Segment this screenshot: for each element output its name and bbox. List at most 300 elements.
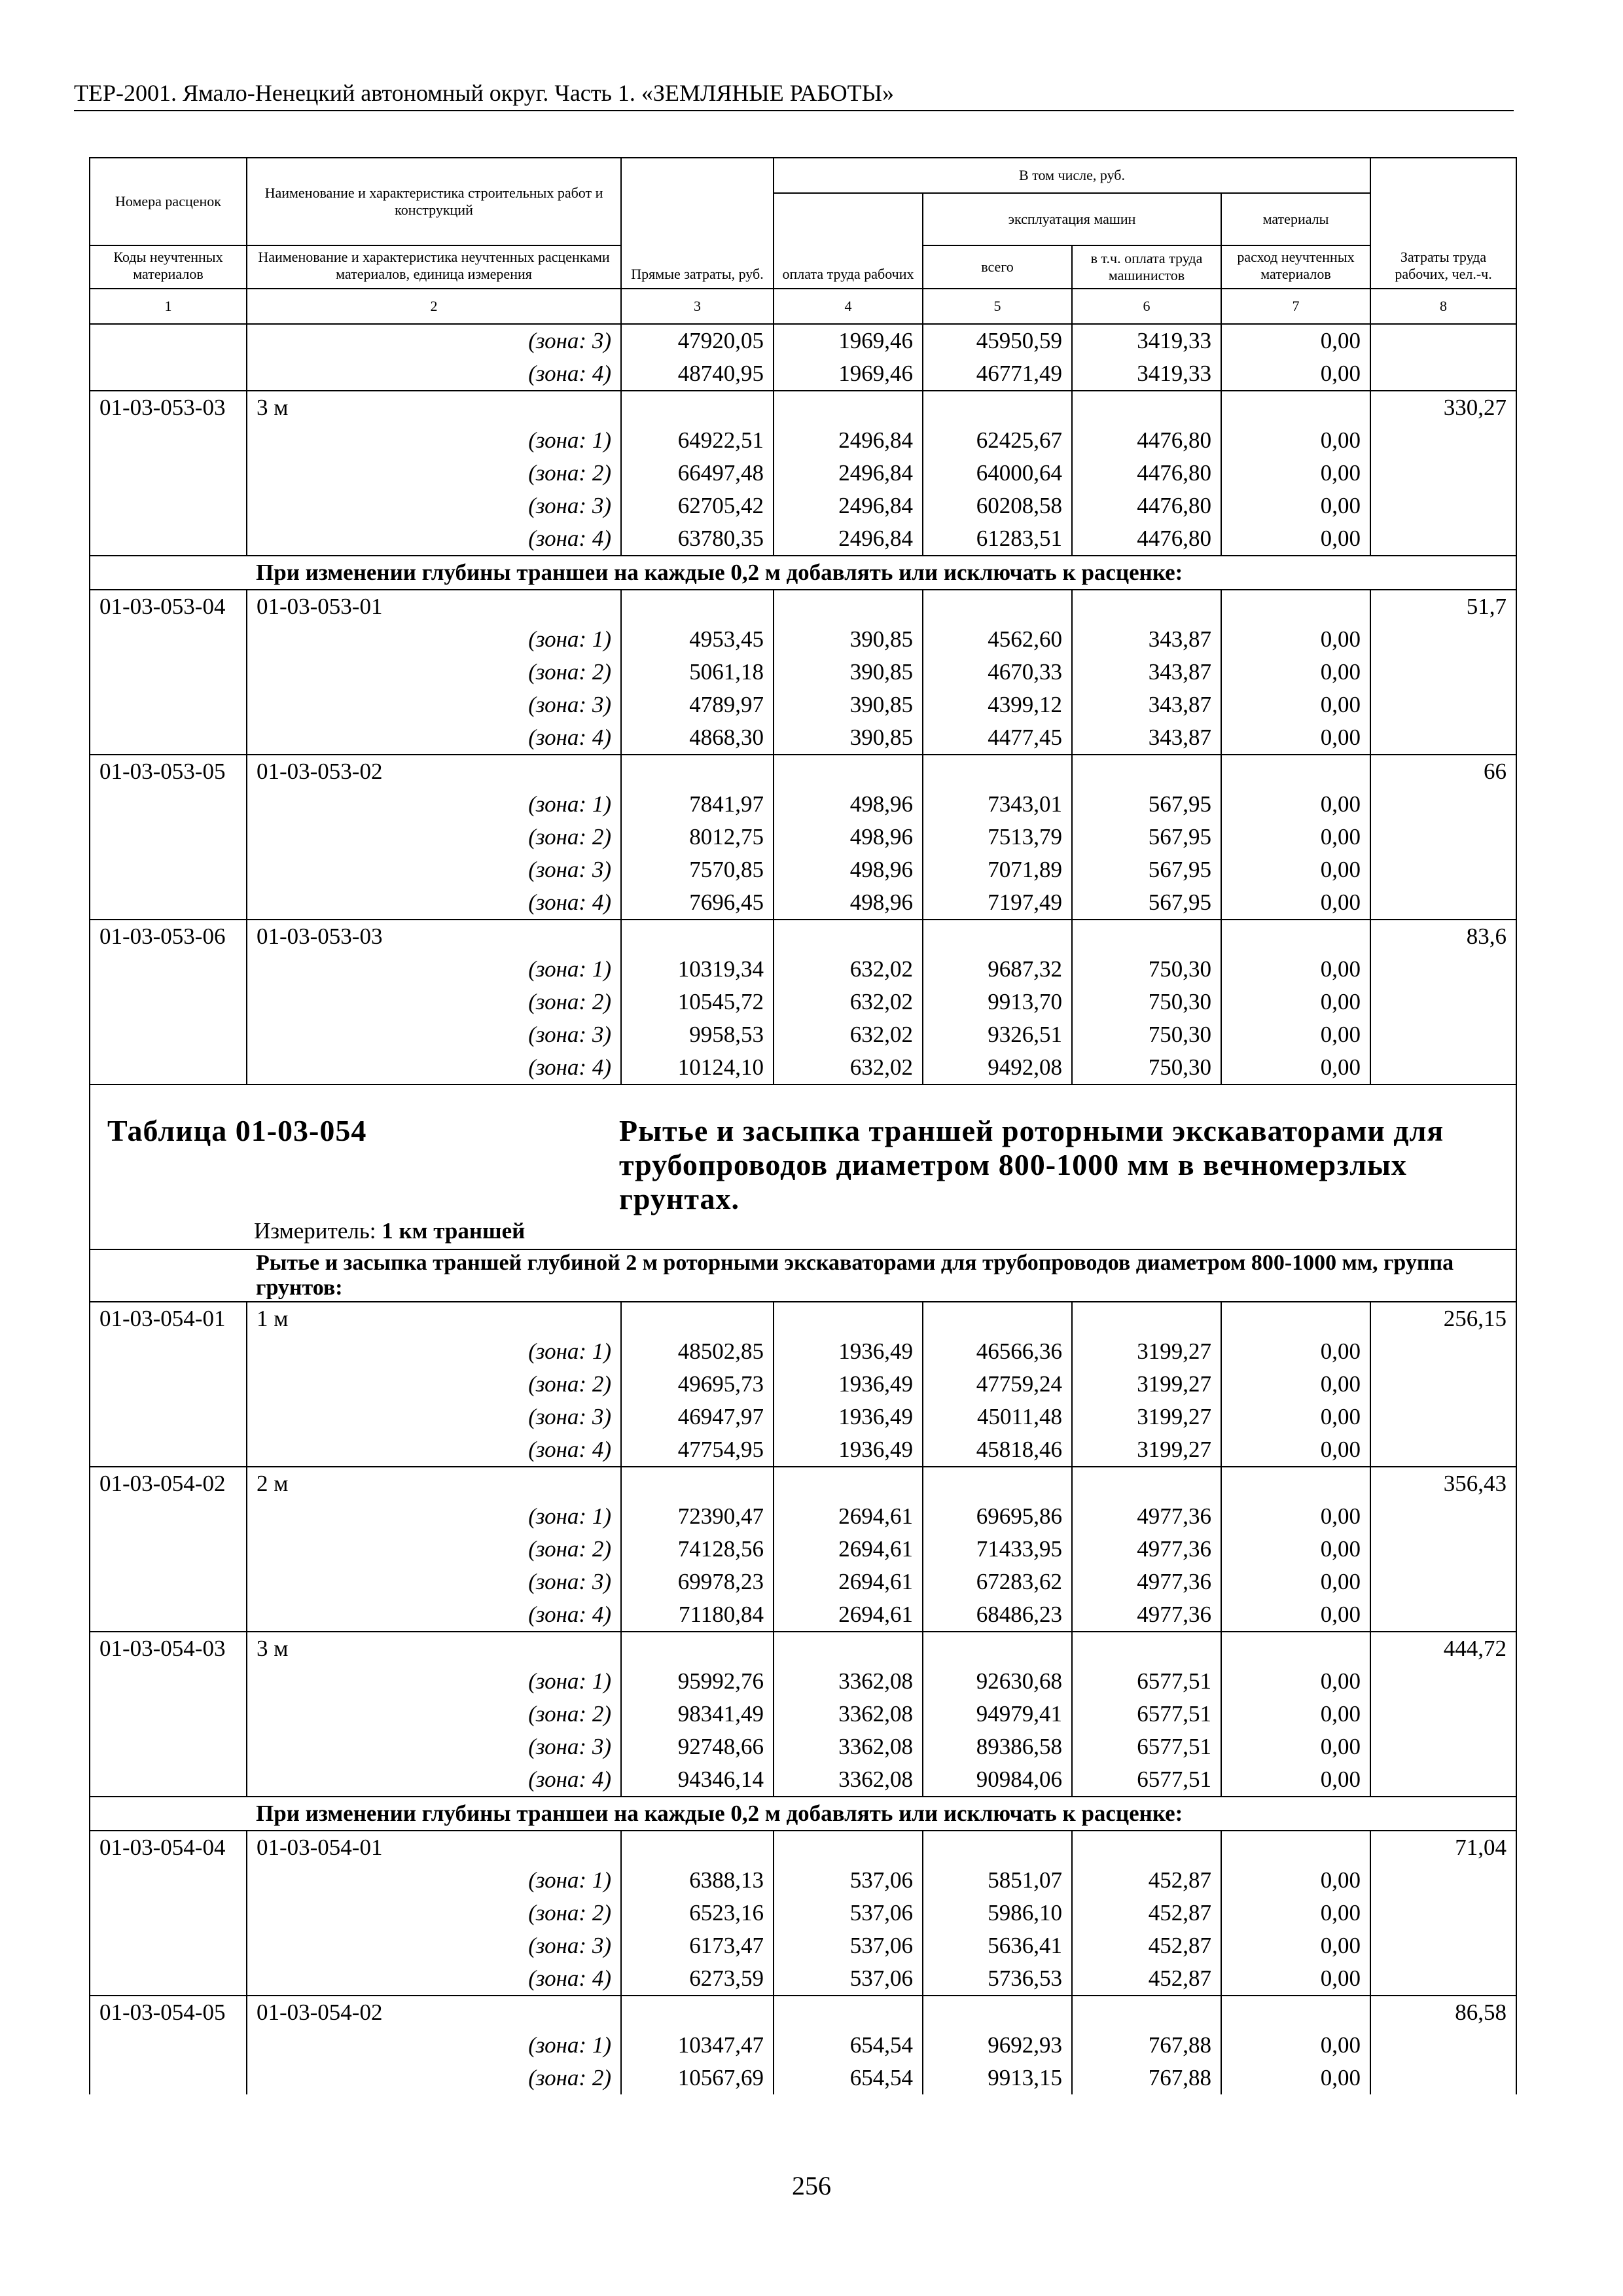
zone-label: (зона: 1) xyxy=(247,1500,621,1533)
empty-cell xyxy=(90,1433,247,1467)
zone-row xyxy=(90,689,1516,721)
empty-cell xyxy=(90,1335,247,1368)
machines-total: 46566,36 xyxy=(923,1335,1072,1368)
empty-cell xyxy=(621,1632,774,1665)
empty-cell xyxy=(621,920,774,953)
material-cost: 0,00 xyxy=(1221,1335,1370,1368)
material-cost: 0,00 xyxy=(1221,1665,1370,1698)
labor-hours: 83,6 xyxy=(1370,920,1516,953)
zone-row xyxy=(90,853,1516,886)
machinist-pay: 4977,36 xyxy=(1072,1500,1221,1533)
direct-costs: 64922,51 xyxy=(621,424,774,457)
worker-pay: 390,85 xyxy=(774,689,923,721)
empty-cell xyxy=(1072,755,1221,788)
zone-row xyxy=(90,1433,1516,1467)
empty-cell xyxy=(621,590,774,623)
rate-name: 3 м xyxy=(247,391,621,424)
zone-row xyxy=(90,1731,1516,1763)
empty-cell xyxy=(621,1302,774,1335)
zone-label: (зона: 1) xyxy=(247,2029,621,2062)
machinist-pay: 343,87 xyxy=(1072,689,1221,721)
worker-pay: 3362,08 xyxy=(774,1763,923,1797)
col-number: 5 xyxy=(923,289,1072,324)
material-cost: 0,00 xyxy=(1221,721,1370,755)
direct-costs: 94346,14 xyxy=(621,1763,774,1797)
empty-cell xyxy=(90,324,247,357)
machines-total: 5851,07 xyxy=(923,1864,1072,1897)
machines-total: 61283,51 xyxy=(923,522,1072,556)
zone-row xyxy=(90,324,1516,357)
empty-cell xyxy=(90,1897,247,1929)
machinist-pay: 4476,80 xyxy=(1072,490,1221,522)
empty-cell xyxy=(774,920,923,953)
rate-name: 3 м xyxy=(247,1632,621,1665)
empty-cell xyxy=(90,1051,247,1085)
zone-label: (зона: 3) xyxy=(247,1929,621,1962)
worker-pay: 1969,46 xyxy=(774,324,923,357)
machines-total: 4399,12 xyxy=(923,689,1072,721)
machinist-pay: 4476,80 xyxy=(1072,522,1221,556)
material-cost: 0,00 xyxy=(1221,853,1370,886)
zone-row xyxy=(90,1566,1516,1598)
empty-cell xyxy=(90,2062,247,2094)
measure-line xyxy=(254,1216,525,1246)
machines-total: 9326,51 xyxy=(923,1018,1072,1051)
machines-total: 90984,06 xyxy=(923,1763,1072,1797)
adjustment-note: При изменении глубины траншеи на каждые 0,2 м добавлять или исключать к расценке: xyxy=(247,1797,1516,1831)
rate-code: 01-03-053-03 xyxy=(90,391,247,424)
empty-cell xyxy=(1072,590,1221,623)
direct-costs: 10545,72 xyxy=(621,986,774,1018)
empty-cell xyxy=(1370,357,1516,391)
machinist-pay: 750,30 xyxy=(1072,953,1221,986)
rate-code: 01-03-054-02 xyxy=(90,1467,247,1500)
zone-row xyxy=(90,1929,1516,1962)
direct-costs: 98341,49 xyxy=(621,1698,774,1731)
direct-costs: 8012,75 xyxy=(621,821,774,853)
empty-cell xyxy=(1370,1763,1516,1797)
zone-row xyxy=(90,1864,1516,1897)
col-work-name-header: Наименование и характеристика строительных работ и конструкций xyxy=(247,158,621,245)
rates-table xyxy=(89,157,1517,2094)
machinist-pay: 452,87 xyxy=(1072,1897,1221,1929)
rate-name: 2 м xyxy=(247,1467,621,1500)
empty-cell xyxy=(1370,821,1516,853)
empty-cell xyxy=(1221,1996,1370,2029)
direct-costs: 10567,69 xyxy=(621,2062,774,2094)
zone-label: (зона: 2) xyxy=(247,656,621,689)
empty-cell xyxy=(1370,886,1516,920)
machines-total: 45818,46 xyxy=(923,1433,1072,1467)
direct-costs: 6173,47 xyxy=(621,1929,774,1962)
direct-costs: 4953,45 xyxy=(621,623,774,656)
machines-total: 9913,70 xyxy=(923,986,1072,1018)
machinist-pay: 4977,36 xyxy=(1072,1533,1221,1566)
direct-costs: 9958,53 xyxy=(621,1018,774,1051)
direct-costs: 6388,13 xyxy=(621,1864,774,1897)
material-cost: 0,00 xyxy=(1221,1500,1370,1533)
machinist-pay: 767,88 xyxy=(1072,2029,1221,2062)
empty-cell xyxy=(1072,920,1221,953)
direct-costs: 5061,18 xyxy=(621,656,774,689)
worker-pay: 632,02 xyxy=(774,986,923,1018)
zone-label: (зона: 4) xyxy=(247,1598,621,1632)
table-caption-row xyxy=(90,1085,1516,1249)
empty-cell xyxy=(923,755,1072,788)
empty-cell xyxy=(90,721,247,755)
worker-pay: 498,96 xyxy=(774,886,923,920)
machines-total: 4477,45 xyxy=(923,721,1072,755)
rate-code: 01-03-054-01 xyxy=(90,1302,247,1335)
machinist-pay: 3199,27 xyxy=(1072,1368,1221,1401)
direct-costs: 71180,84 xyxy=(621,1598,774,1632)
machines-total: 5736,53 xyxy=(923,1962,1072,1996)
zone-row xyxy=(90,2029,1516,2062)
empty-cell xyxy=(1370,1962,1516,1996)
material-cost: 0,00 xyxy=(1221,689,1370,721)
empty-cell xyxy=(621,1831,774,1864)
material-cost: 0,00 xyxy=(1221,788,1370,821)
zone-row xyxy=(90,788,1516,821)
empty-cell xyxy=(90,986,247,1018)
empty-cell xyxy=(90,656,247,689)
machines-total: 9687,32 xyxy=(923,953,1072,986)
machinist-pay: 6577,51 xyxy=(1072,1731,1221,1763)
material-cost: 0,00 xyxy=(1221,821,1370,853)
zone-label: (зона: 1) xyxy=(247,1665,621,1698)
labor-hours: 66 xyxy=(1370,755,1516,788)
empty-cell xyxy=(774,1467,923,1500)
empty-cell xyxy=(90,1598,247,1632)
material-cost: 0,00 xyxy=(1221,457,1370,490)
zone-label: (зона: 3) xyxy=(247,1731,621,1763)
zone-row xyxy=(90,1698,1516,1731)
empty-cell xyxy=(90,522,247,556)
rate-name: 01-03-053-03 xyxy=(247,920,621,953)
zone-label: (зона: 3) xyxy=(247,1401,621,1433)
rate-title-row xyxy=(90,1302,1516,1335)
table-caption xyxy=(90,1085,1516,1249)
empty-cell xyxy=(1370,457,1516,490)
worker-pay: 498,96 xyxy=(774,853,923,886)
machines-total: 62425,67 xyxy=(923,424,1072,457)
worker-pay: 1936,49 xyxy=(774,1368,923,1401)
material-cost: 0,00 xyxy=(1221,1763,1370,1797)
direct-costs: 7696,45 xyxy=(621,886,774,920)
material-cost: 0,00 xyxy=(1221,1566,1370,1598)
machinist-pay: 343,87 xyxy=(1072,721,1221,755)
worker-pay: 2496,84 xyxy=(774,522,923,556)
empty-cell xyxy=(621,1996,774,2029)
empty-cell xyxy=(923,1831,1072,1864)
direct-costs: 48502,85 xyxy=(621,1335,774,1368)
empty-cell xyxy=(923,391,1072,424)
zone-label: (зона: 2) xyxy=(247,1533,621,1566)
col-labor-hours-header: Затраты труда рабочих, чел.-ч. xyxy=(1370,158,1516,289)
table-label: Таблица 01-03-054 xyxy=(107,1114,367,1147)
machines-total: 4562,60 xyxy=(923,623,1072,656)
worker-pay: 537,06 xyxy=(774,1929,923,1962)
zone-label: (зона: 1) xyxy=(247,1864,621,1897)
rate-title-row xyxy=(90,920,1516,953)
worker-pay: 1936,49 xyxy=(774,1401,923,1433)
table-header xyxy=(90,158,1516,324)
machines-header: эксплуатация машин xyxy=(923,193,1221,245)
empty-cell xyxy=(90,424,247,457)
direct-costs: 4868,30 xyxy=(621,721,774,755)
empty-cell xyxy=(1370,1864,1516,1897)
empty-cell xyxy=(774,1996,923,2029)
empty-cell xyxy=(90,853,247,886)
machinist-pay: 3199,27 xyxy=(1072,1433,1221,1467)
empty-cell xyxy=(1370,1665,1516,1698)
zone-row xyxy=(90,2062,1516,2094)
rates-table-container xyxy=(89,157,1516,2094)
machinist-pay: 6577,51 xyxy=(1072,1763,1221,1797)
empty-cell xyxy=(1370,623,1516,656)
direct-costs: 69978,23 xyxy=(621,1566,774,1598)
zone-label: (зона: 2) xyxy=(247,1698,621,1731)
direct-costs: 74128,56 xyxy=(621,1533,774,1566)
zone-label: (зона: 4) xyxy=(247,522,621,556)
zone-label: (зона: 3) xyxy=(247,490,621,522)
zone-row xyxy=(90,1018,1516,1051)
machinist-pay: 750,30 xyxy=(1072,1051,1221,1085)
zone-row xyxy=(90,1335,1516,1368)
zone-row xyxy=(90,1962,1516,1996)
empty-cell xyxy=(90,953,247,986)
material-cost: 0,00 xyxy=(1221,424,1370,457)
machinist-pay: 567,95 xyxy=(1072,886,1221,920)
zone-row xyxy=(90,457,1516,490)
empty-cell xyxy=(1370,1335,1516,1368)
zone-label: (зона: 4) xyxy=(247,1051,621,1085)
direct-costs: 7570,85 xyxy=(621,853,774,886)
page-header: ТЕР-2001. Ямало-Ненецкий автономный округ. Часть 1. «ЗЕМЛЯНЫЕ РАБОТЫ» xyxy=(74,77,1514,111)
empty-cell xyxy=(1370,1929,1516,1962)
col-material-names-header: Наименование и характеристика неучтенных расценками материалов, единица измерения xyxy=(247,245,621,289)
col-number: 3 xyxy=(621,289,774,324)
col-number: 2 xyxy=(247,289,621,324)
empty-cell xyxy=(774,391,923,424)
direct-costs: 47920,05 xyxy=(621,324,774,357)
zone-label: (зона: 2) xyxy=(247,1368,621,1401)
worker-pay: 1936,49 xyxy=(774,1335,923,1368)
worker-pay: 537,06 xyxy=(774,1897,923,1929)
incl-header: В том числе, руб. xyxy=(774,158,1370,193)
machines-total: 94979,41 xyxy=(923,1698,1072,1731)
empty-cell xyxy=(1370,1433,1516,1467)
worker-pay: 2694,61 xyxy=(774,1500,923,1533)
empty-cell xyxy=(1370,1698,1516,1731)
empty-cell xyxy=(90,886,247,920)
worker-pay: 1936,49 xyxy=(774,1433,923,1467)
direct-costs: 95992,76 xyxy=(621,1665,774,1698)
labor-hours: 330,27 xyxy=(1370,391,1516,424)
labor-hours: 256,15 xyxy=(1370,1302,1516,1335)
empty-cell xyxy=(90,821,247,853)
empty-cell xyxy=(1370,1018,1516,1051)
col-number: 4 xyxy=(774,289,923,324)
worker-pay: 3362,08 xyxy=(774,1665,923,1698)
worker-pay: 2496,84 xyxy=(774,424,923,457)
machinist-pay: 3419,33 xyxy=(1072,357,1221,391)
empty-cell xyxy=(90,788,247,821)
empty-cell xyxy=(90,1401,247,1433)
material-cost: 0,00 xyxy=(1221,1731,1370,1763)
labor-hours: 356,43 xyxy=(1370,1467,1516,1500)
material-cost: 0,00 xyxy=(1221,1962,1370,1996)
machines-total: 9492,08 xyxy=(923,1051,1072,1085)
zone-row xyxy=(90,1368,1516,1401)
zone-row xyxy=(90,1897,1516,1929)
empty-cell xyxy=(90,457,247,490)
rate-code: 01-03-053-06 xyxy=(90,920,247,953)
col-number: 6 xyxy=(1072,289,1221,324)
worker-pay: 2694,61 xyxy=(774,1533,923,1566)
zone-row xyxy=(90,721,1516,755)
machines-total: 5636,41 xyxy=(923,1929,1072,1962)
zone-label: (зона: 2) xyxy=(247,1897,621,1929)
empty-cell xyxy=(90,1368,247,1401)
material-cost: 0,00 xyxy=(1221,1018,1370,1051)
material-cost: 0,00 xyxy=(1221,986,1370,1018)
zone-row xyxy=(90,656,1516,689)
col-material-codes-header: Коды неучтенных материалов xyxy=(90,245,247,289)
zone-label: (зона: 4) xyxy=(247,886,621,920)
worker-pay: 1969,46 xyxy=(774,357,923,391)
empty-cell xyxy=(1370,853,1516,886)
worker-pay: 654,54 xyxy=(774,2062,923,2094)
zone-label: (зона: 3) xyxy=(247,1566,621,1598)
direct-costs: 6523,16 xyxy=(621,1897,774,1929)
direct-costs: 49695,73 xyxy=(621,1368,774,1401)
direct-costs: 92748,66 xyxy=(621,1731,774,1763)
machinist-pay: 767,88 xyxy=(1072,2062,1221,2094)
rate-title-row xyxy=(90,755,1516,788)
material-cost: 0,00 xyxy=(1221,357,1370,391)
zone-row xyxy=(90,490,1516,522)
material-cost: 0,00 xyxy=(1221,1368,1370,1401)
group-row xyxy=(90,1249,1516,1302)
material-cost: 0,00 xyxy=(1221,953,1370,986)
rate-name: 01-03-054-01 xyxy=(247,1831,621,1864)
worker-pay: 2496,84 xyxy=(774,457,923,490)
zone-row xyxy=(90,623,1516,656)
worker-pay: 498,96 xyxy=(774,788,923,821)
direct-costs: 6273,59 xyxy=(621,1962,774,1996)
material-cost: 0,00 xyxy=(1221,1864,1370,1897)
zone-row xyxy=(90,1763,1516,1797)
empty-cell xyxy=(1370,953,1516,986)
machines-total: 47759,24 xyxy=(923,1368,1072,1401)
rate-code: 01-03-053-05 xyxy=(90,755,247,788)
machines-total: 92630,68 xyxy=(923,1665,1072,1698)
page-number: 256 xyxy=(792,2171,831,2200)
machinist-pay: 4476,80 xyxy=(1072,424,1221,457)
empty-cell xyxy=(90,1566,247,1598)
empty-cell xyxy=(90,1018,247,1051)
machinist-pay: 452,87 xyxy=(1072,1962,1221,1996)
rate-title-row xyxy=(90,1996,1516,2029)
machines-total: 7071,89 xyxy=(923,853,1072,886)
machinist-pay: 567,95 xyxy=(1072,853,1221,886)
direct-costs: 47754,95 xyxy=(621,1433,774,1467)
col-machines-total-header: всего xyxy=(923,245,1072,289)
material-cost: 0,00 xyxy=(1221,1897,1370,1929)
col-rate-number-header: Номера расценок xyxy=(90,158,247,245)
empty-cell xyxy=(1370,656,1516,689)
zone-label: (зона: 2) xyxy=(247,457,621,490)
labor-hours: 51,7 xyxy=(1370,590,1516,623)
machines-total: 89386,58 xyxy=(923,1731,1072,1763)
worker-pay: 632,02 xyxy=(774,953,923,986)
material-cost: 0,00 xyxy=(1221,1051,1370,1085)
empty-cell xyxy=(1370,1500,1516,1533)
empty-cell xyxy=(923,1996,1072,2029)
empty-cell xyxy=(1072,1632,1221,1665)
empty-cell xyxy=(1221,1831,1370,1864)
machines-total: 9913,15 xyxy=(923,2062,1072,2094)
zone-row xyxy=(90,821,1516,853)
machines-total: 46771,49 xyxy=(923,357,1072,391)
machinist-pay: 3199,27 xyxy=(1072,1335,1221,1368)
empty-cell xyxy=(1370,2062,1516,2094)
machines-total: 60208,58 xyxy=(923,490,1072,522)
zone-label: (зона: 1) xyxy=(247,953,621,986)
zone-label: (зона: 3) xyxy=(247,1018,621,1051)
col-number: 7 xyxy=(1221,289,1370,324)
rate-title-row xyxy=(90,391,1516,424)
zone-label: (зона: 2) xyxy=(247,821,621,853)
empty-cell xyxy=(1221,755,1370,788)
empty-cell xyxy=(1221,920,1370,953)
rate-code: 01-03-054-03 xyxy=(90,1632,247,1665)
machinist-pay: 567,95 xyxy=(1072,788,1221,821)
empty-cell xyxy=(774,1831,923,1864)
rate-title-row xyxy=(90,1632,1516,1665)
material-cost: 0,00 xyxy=(1221,324,1370,357)
empty-cell xyxy=(90,1731,247,1763)
zone-row xyxy=(90,1500,1516,1533)
worker-pay: 2496,84 xyxy=(774,490,923,522)
zone-label: (зона: 4) xyxy=(247,1763,621,1797)
rate-code: 01-03-054-05 xyxy=(90,1996,247,2029)
empty-cell xyxy=(1370,689,1516,721)
rate-code: 01-03-054-04 xyxy=(90,1831,247,1864)
machines-total: 69695,86 xyxy=(923,1500,1072,1533)
empty-cell xyxy=(1221,1632,1370,1665)
machinist-pay: 750,30 xyxy=(1072,986,1221,1018)
empty-cell xyxy=(90,1665,247,1698)
empty-cell xyxy=(90,1763,247,1797)
labor-hours: 86,58 xyxy=(1370,1996,1516,2029)
material-cost: 0,00 xyxy=(1221,1401,1370,1433)
machines-total: 71433,95 xyxy=(923,1533,1072,1566)
empty-cell xyxy=(621,755,774,788)
worker-pay: 498,96 xyxy=(774,821,923,853)
empty-cell xyxy=(1072,1302,1221,1335)
machines-total: 67283,62 xyxy=(923,1566,1072,1598)
zone-label: (зона: 3) xyxy=(247,324,621,357)
rate-title-row xyxy=(90,1467,1516,1500)
note-row xyxy=(90,556,1516,590)
empty-cell xyxy=(90,490,247,522)
measure-value: 1 км траншей xyxy=(382,1218,526,1244)
machinist-pay: 750,30 xyxy=(1072,1018,1221,1051)
direct-costs: 72390,47 xyxy=(621,1500,774,1533)
rate-name: 01-03-053-01 xyxy=(247,590,621,623)
